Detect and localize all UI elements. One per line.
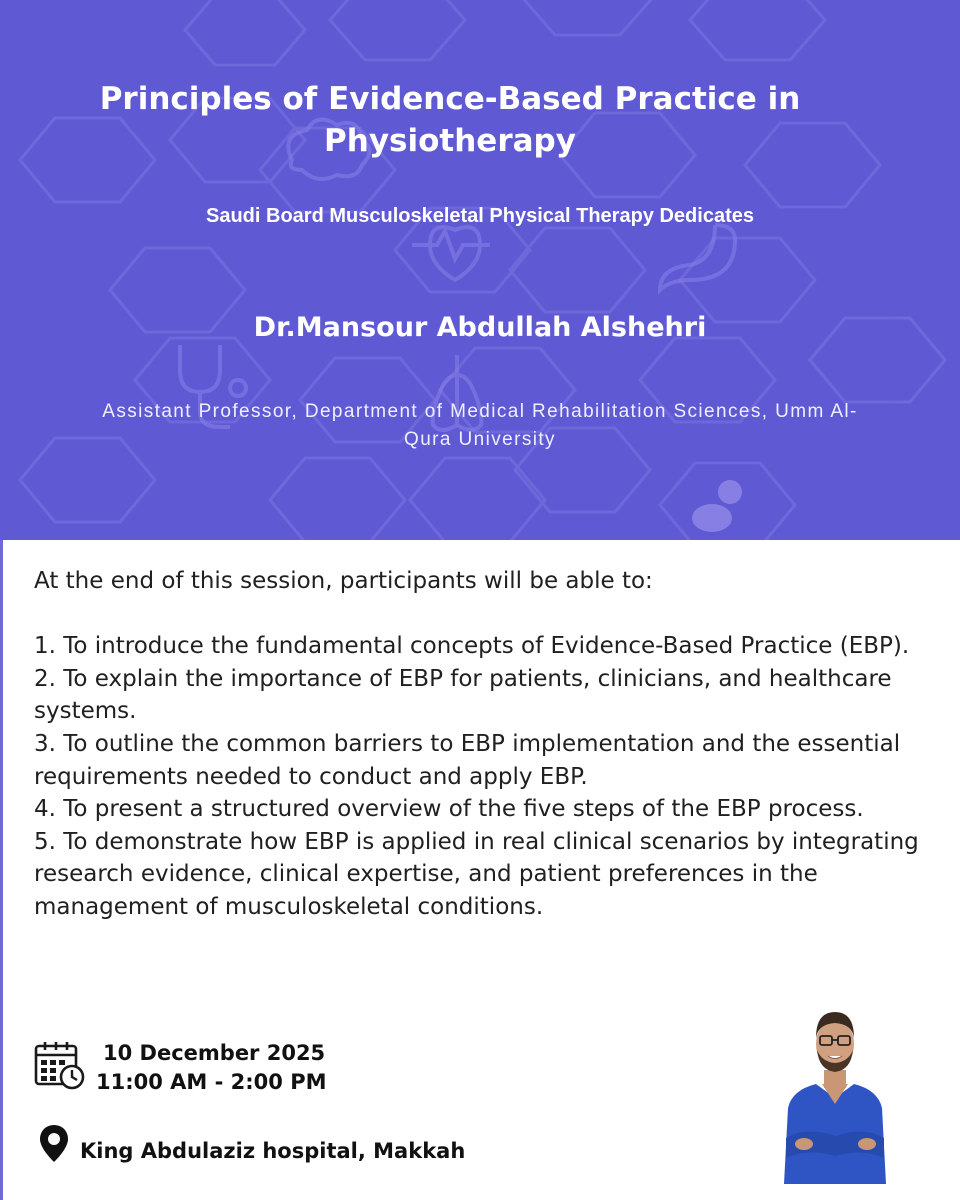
event-time: 11:00 AM - 2:00 PM xyxy=(96,1070,327,1094)
event-location: King Abdulaziz hospital, Makkah xyxy=(80,1139,466,1163)
hero-text xyxy=(0,0,960,540)
left-accent-line xyxy=(0,540,3,1200)
learning-objectives xyxy=(34,565,924,924)
organizer-subtitle: Saudi Board Musculoskeletal Physical Therapy Dedicates xyxy=(206,205,754,227)
objective-item: 5. To demonstrate how EBP is applied in real clinical scenarios by integrating research evidence, clinical expertise, and patient preferences in the management of musculoskeletal conditions. xyxy=(34,828,919,920)
speaker-affiliation: Assistant Professor, Department of Medical Rehabilitation Sciences, Umm Al-Qura University xyxy=(102,401,858,450)
objective-item: 1. To introduce the fundamental concepts of Evidence-Based Practice (EBP). xyxy=(34,633,910,660)
objective-item: 4. To present a structured overview of the five steps of the EBP process. xyxy=(34,796,864,823)
event-date: 10 December 2025 xyxy=(103,1041,326,1065)
objective-item: 3. To outline the common barriers to EBP implementation and the essential requirements needed to conduct and apply EBP. xyxy=(34,730,901,790)
speaker-photo xyxy=(766,998,904,1184)
objectives-list xyxy=(34,630,924,923)
objectives-intro: At the end of this session, participants will be able to: xyxy=(34,568,653,594)
hero-banner xyxy=(0,0,960,540)
calendar-clock-icon xyxy=(34,1040,88,1090)
page-title: Principles of Evidence-Based Practice in Physiotherapy xyxy=(99,81,801,159)
speaker-name: Dr.Mansour Abdullah Alshehri xyxy=(253,312,707,343)
map-pin-icon xyxy=(38,1124,70,1164)
objective-item: 2. To explain the importance of EBP for patients, clinicians, and healthcare systems. xyxy=(34,665,892,725)
